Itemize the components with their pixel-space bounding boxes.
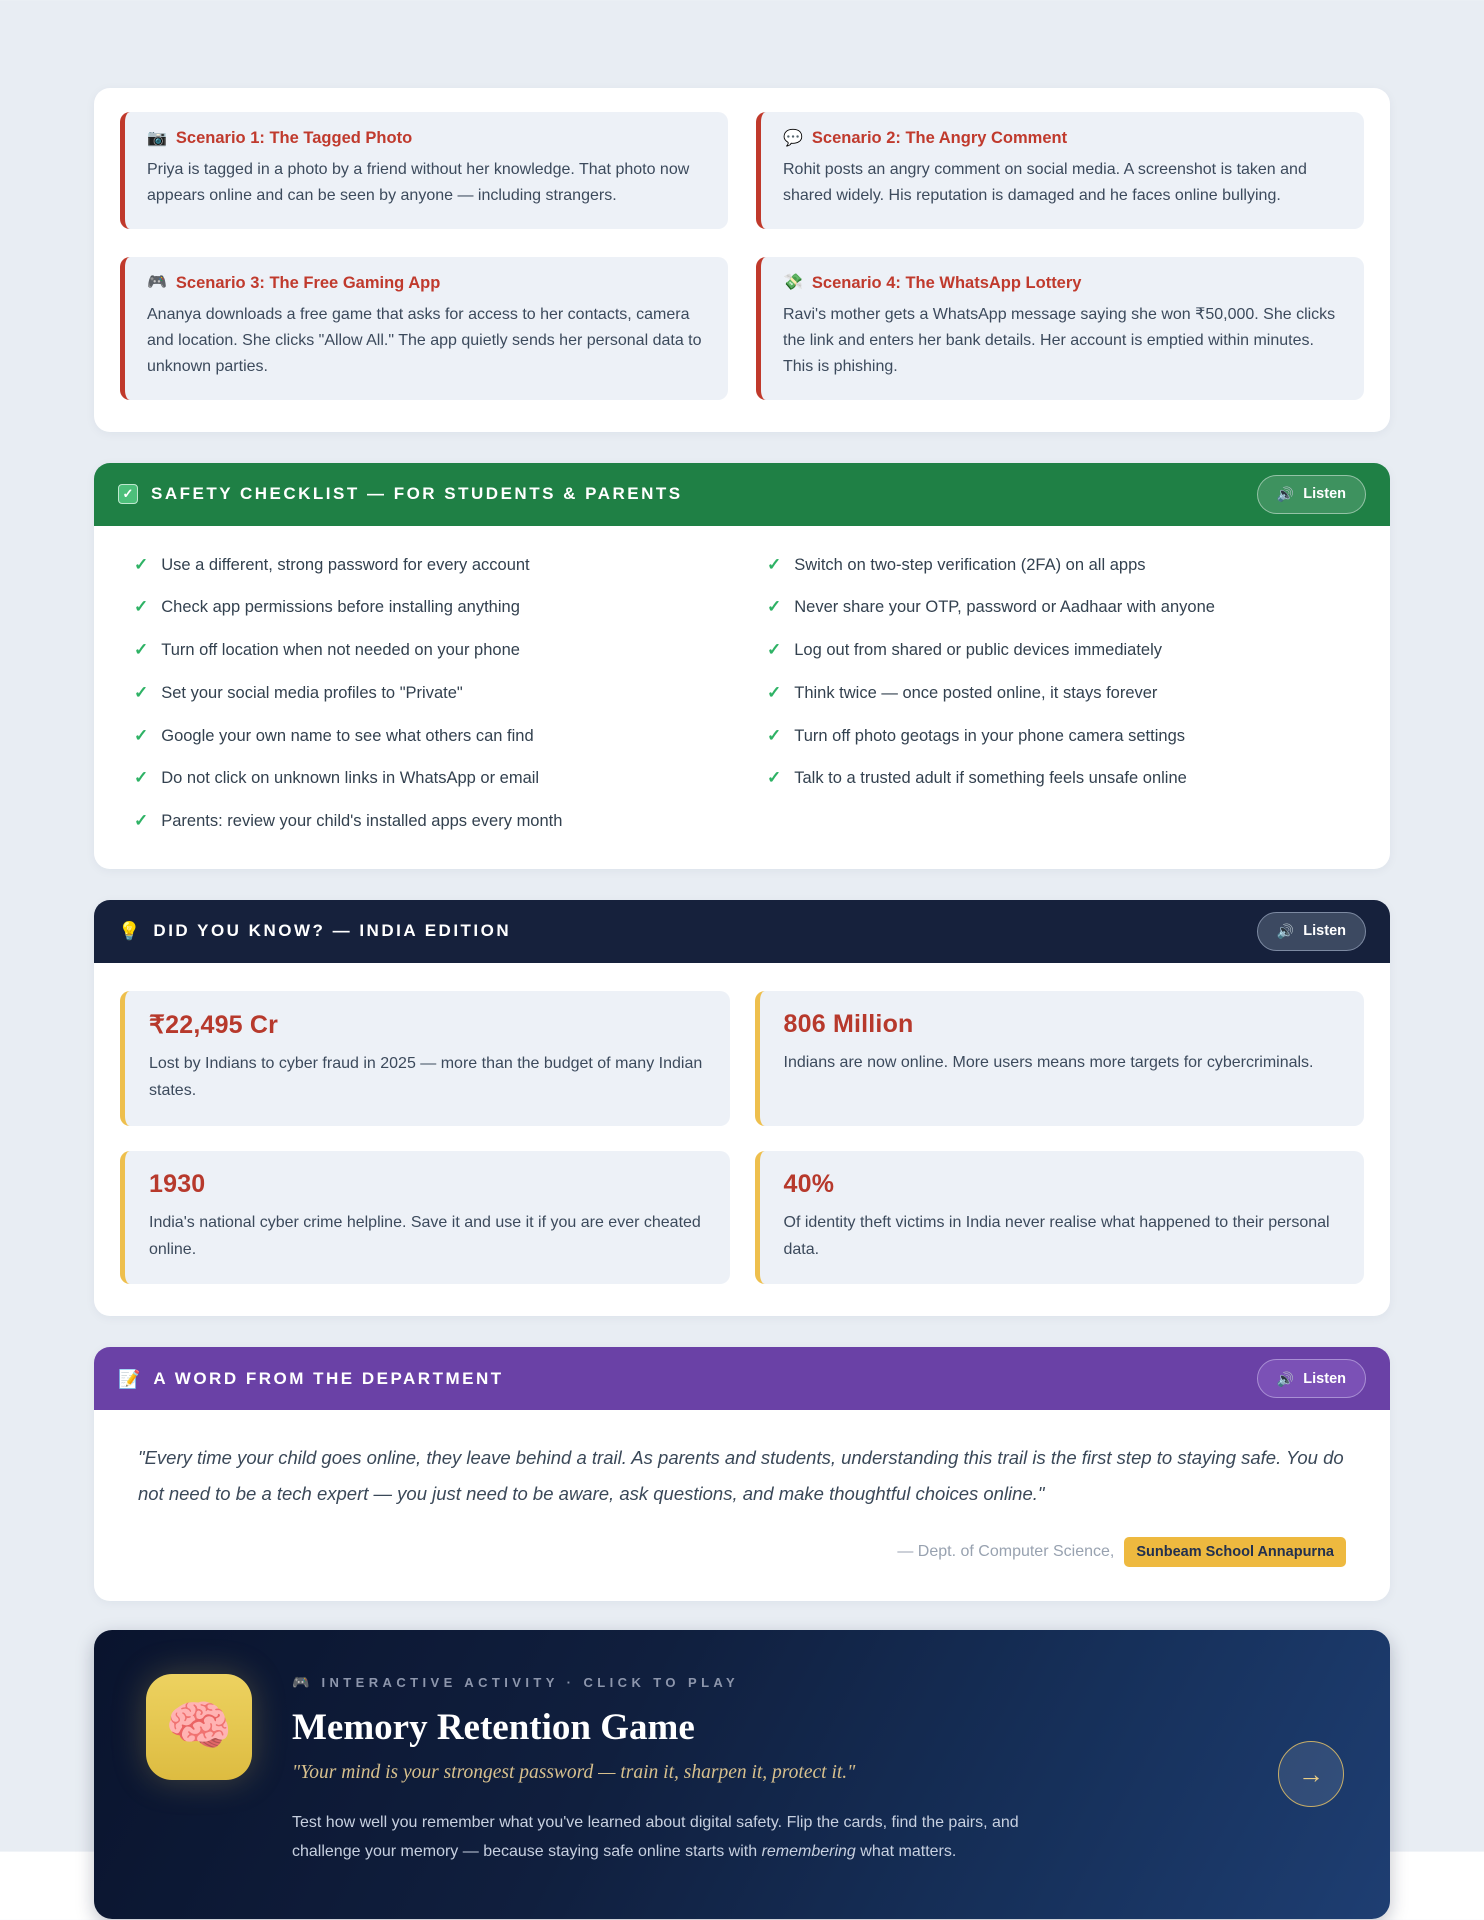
scenario-4-title: Scenario 4: The WhatsApp Lottery: [811, 273, 1082, 292]
game-description-post: what matters.: [855, 1843, 957, 1861]
department-word-section: [94, 1347, 1390, 1600]
list-item: [134, 554, 717, 576]
game-title: Memory Retention Game: [292, 1706, 695, 1748]
did-you-know-listen-button[interactable]: [1257, 912, 1366, 951]
checklist-listen-label: Listen: [1303, 486, 1346, 503]
scenario-card-4: [756, 257, 1364, 400]
department-word-title: A WORD FROM THE DEPARTMENT: [153, 1368, 504, 1388]
scenario-3-title-row: [147, 274, 704, 293]
bulb-icon: 💡: [118, 921, 141, 942]
list-item: [134, 810, 717, 832]
safety-checklist-header: [94, 463, 1390, 526]
stat-value: 40%: [783, 1169, 835, 1198]
checklist-item-text: Set your social media profiles to "Private": [161, 683, 463, 702]
department-attribution-row: [138, 1537, 1346, 1567]
department-word-body: [94, 1410, 1390, 1600]
game-eyebrow-text: INTERACTIVE ACTIVITY · CLICK TO PLAY: [321, 1674, 740, 1690]
list-item: [134, 682, 717, 704]
check-icon: ✓: [134, 597, 149, 617]
checklist-left-column: [134, 554, 717, 853]
check-icon: ✓: [767, 640, 782, 660]
checklist-item-text: Parents: review your child's installed apps every month: [161, 812, 563, 831]
did-you-know-title: DID YOU KNOW? — INDIA EDITION: [153, 921, 512, 941]
list-item: [134, 725, 717, 747]
safety-checklist-title: SAFETY CHECKLIST — FOR STUDENTS & PARENTS: [151, 484, 683, 504]
list-item: [134, 596, 717, 618]
game-controller-icon: 🎮: [147, 274, 167, 292]
checklist-item-text: Never share your OTP, password or Aadhaar with anyone: [794, 598, 1215, 617]
checklist-listen-button[interactable]: [1257, 475, 1366, 514]
check-icon: ✓: [134, 682, 149, 702]
scenario-1-body: Priya is tagged in a photo by a friend without her knowledge. That photo now appears online and can be seen by anyone — including strangers.: [147, 161, 690, 204]
did-you-know-header: [94, 900, 1390, 963]
stat-text: Of identity theft victims in India never realise what happened to their personal data.: [783, 1213, 1330, 1258]
checklist-item-text: Talk to a trusted adult if something feels unsafe online: [794, 769, 1187, 788]
checklist-item-text: Check app permissions before installing anything: [161, 598, 520, 617]
game-eyebrow-row: [292, 1674, 1032, 1691]
camera-icon: 📷: [147, 129, 167, 147]
check-icon: ✓: [767, 682, 782, 702]
game-content: [292, 1674, 1032, 1867]
list-item: [767, 596, 1350, 618]
stat-card-fraud: [120, 991, 730, 1126]
checkbox-icon: ✓: [118, 484, 138, 504]
money-wings-icon: 💸: [783, 274, 803, 292]
game-description-pre: Test how well you remember what you've learned about digital safety. Flip the cards, find the pairs, and challenge your memory — because staying safe online starts with: [292, 1813, 1019, 1861]
checklist-item-text: Turn off location when not needed on your phone: [161, 641, 520, 660]
safety-checklist-section: [94, 463, 1390, 869]
play-arrow-button[interactable]: →: [1278, 1741, 1344, 1807]
speaker-icon: 🔊: [1276, 923, 1295, 940]
scenario-4-title-row: [783, 274, 1340, 293]
department-word-header: [94, 1347, 1390, 1410]
checklist-item-text: Use a different, strong password for every account: [161, 555, 530, 574]
stats-body: [94, 963, 1390, 1317]
list-item: [767, 725, 1350, 747]
scenarios-section: [94, 88, 1390, 432]
check-icon: ✓: [134, 811, 149, 831]
checklist-item-text: Do not click on unknown links in WhatsApp or email: [161, 769, 540, 788]
check-icon: ✓: [767, 725, 782, 745]
department-listen-button[interactable]: [1257, 1359, 1366, 1398]
game-tagline: "Your mind is your strongest password — train it, sharpen it, protect it.": [292, 1761, 856, 1783]
scenario-card-2: [756, 112, 1364, 229]
did-you-know-section: [94, 900, 1390, 1317]
scenario-3-body: Ananya downloads a free game that asks for access to her contacts, camera and location. She clicks "Allow All." The app quietly sends her personal data to unknown parties.: [147, 305, 702, 375]
check-icon: ✓: [134, 725, 149, 745]
scenario-2-title: Scenario 2: The Angry Comment: [811, 129, 1068, 147]
main-content: [94, 88, 1390, 1919]
stat-value: 1930: [149, 1169, 206, 1198]
school-name-badge: Sunbeam School Annapurna: [1124, 1537, 1346, 1567]
scenario-3-title: Scenario 3: The Free Gaming App: [175, 273, 441, 292]
brain-icon: 🧠: [146, 1674, 252, 1780]
list-item: [134, 639, 717, 661]
memo-icon: 📝: [118, 1368, 141, 1389]
stat-text: Lost by Indians to cyber fraud in 2025 — more than the budget of many Indian states.: [149, 1054, 703, 1099]
scenario-4-body: Ravi's mother gets a WhatsApp message saying she won ₹50,000. She clicks the link and enters her bank details. Her account is emptied within minutes. This is phishing.: [783, 305, 1336, 375]
check-icon: ✓: [767, 554, 782, 574]
department-word-title-row: [118, 1369, 504, 1389]
check-icon: ✓: [767, 597, 782, 617]
game-description-emphasis: remembering: [761, 1843, 856, 1861]
scenario-1-title: Scenario 1: The Tagged Photo: [175, 129, 413, 147]
speech-balloon-icon: 💬: [783, 129, 803, 147]
checklist-item-text: Think twice — once posted online, it stays forever: [794, 683, 1158, 702]
checklist-item-text: Google your own name to see what others can find: [161, 726, 534, 745]
list-item: [767, 639, 1350, 661]
safety-checklist-title-row: [118, 484, 683, 504]
stat-text: Indians are now online. More users means more targets for cybercriminals.: [783, 1053, 1314, 1071]
scenario-2-body: Rohit posts an angry comment on social media. A screenshot is taken and shared widely. His reputation is damaged and he faces online bullying.: [783, 161, 1307, 204]
list-item: [767, 767, 1350, 789]
list-item: [767, 682, 1350, 704]
stat-card-identity-theft: [755, 1151, 1365, 1285]
stat-card-helpline: [120, 1151, 730, 1285]
memory-game-banner[interactable]: [94, 1630, 1390, 1919]
list-item: [134, 767, 717, 789]
stat-card-online-users: [755, 991, 1365, 1126]
checklist-item-text: Turn off photo geotags in your phone camera settings: [794, 726, 1185, 745]
check-icon: ✓: [767, 768, 782, 788]
check-icon: ✓: [134, 640, 149, 660]
speaker-icon: 🔊: [1276, 486, 1295, 503]
checklist-body: [94, 526, 1390, 869]
department-listen-label: Listen: [1303, 1370, 1346, 1387]
scenario-1-title-row: [147, 129, 704, 148]
did-you-know-listen-label: Listen: [1303, 923, 1346, 940]
checklist-right-column: [767, 554, 1350, 853]
speaker-icon: 🔊: [1276, 1370, 1295, 1387]
game-controller-icon: 🎮: [292, 1673, 310, 1690]
checklist-item-text: Switch on two-step verification (2FA) on all apps: [794, 555, 1146, 574]
stat-value: 806 Million: [783, 1009, 914, 1038]
list-item: [767, 554, 1350, 576]
scenario-card-3: [120, 257, 728, 400]
game-description: [292, 1808, 1032, 1867]
department-quote: "Every time your child goes online, they leave behind a trail. As parents and students, understanding this trail is the first step to staying safe. You do not need to be a tech expert — you just need to be aware, ask questions, and make thoughtful choices online.": [138, 1447, 1344, 1505]
did-you-know-title-row: [118, 921, 511, 941]
checklist-item-text: Log out from shared or public devices immediately: [794, 641, 1163, 660]
check-icon: ✓: [134, 554, 149, 574]
attribution-text: — Dept. of Computer Science,: [897, 1542, 1115, 1560]
scenario-card-1: [120, 112, 728, 229]
stat-text: India's national cyber crime helpline. Save it and use it if you are ever cheated online.: [149, 1213, 701, 1258]
stat-value: ₹22,495 Cr: [149, 1010, 279, 1039]
check-icon: ✓: [134, 768, 149, 788]
scenario-2-title-row: [783, 129, 1340, 148]
